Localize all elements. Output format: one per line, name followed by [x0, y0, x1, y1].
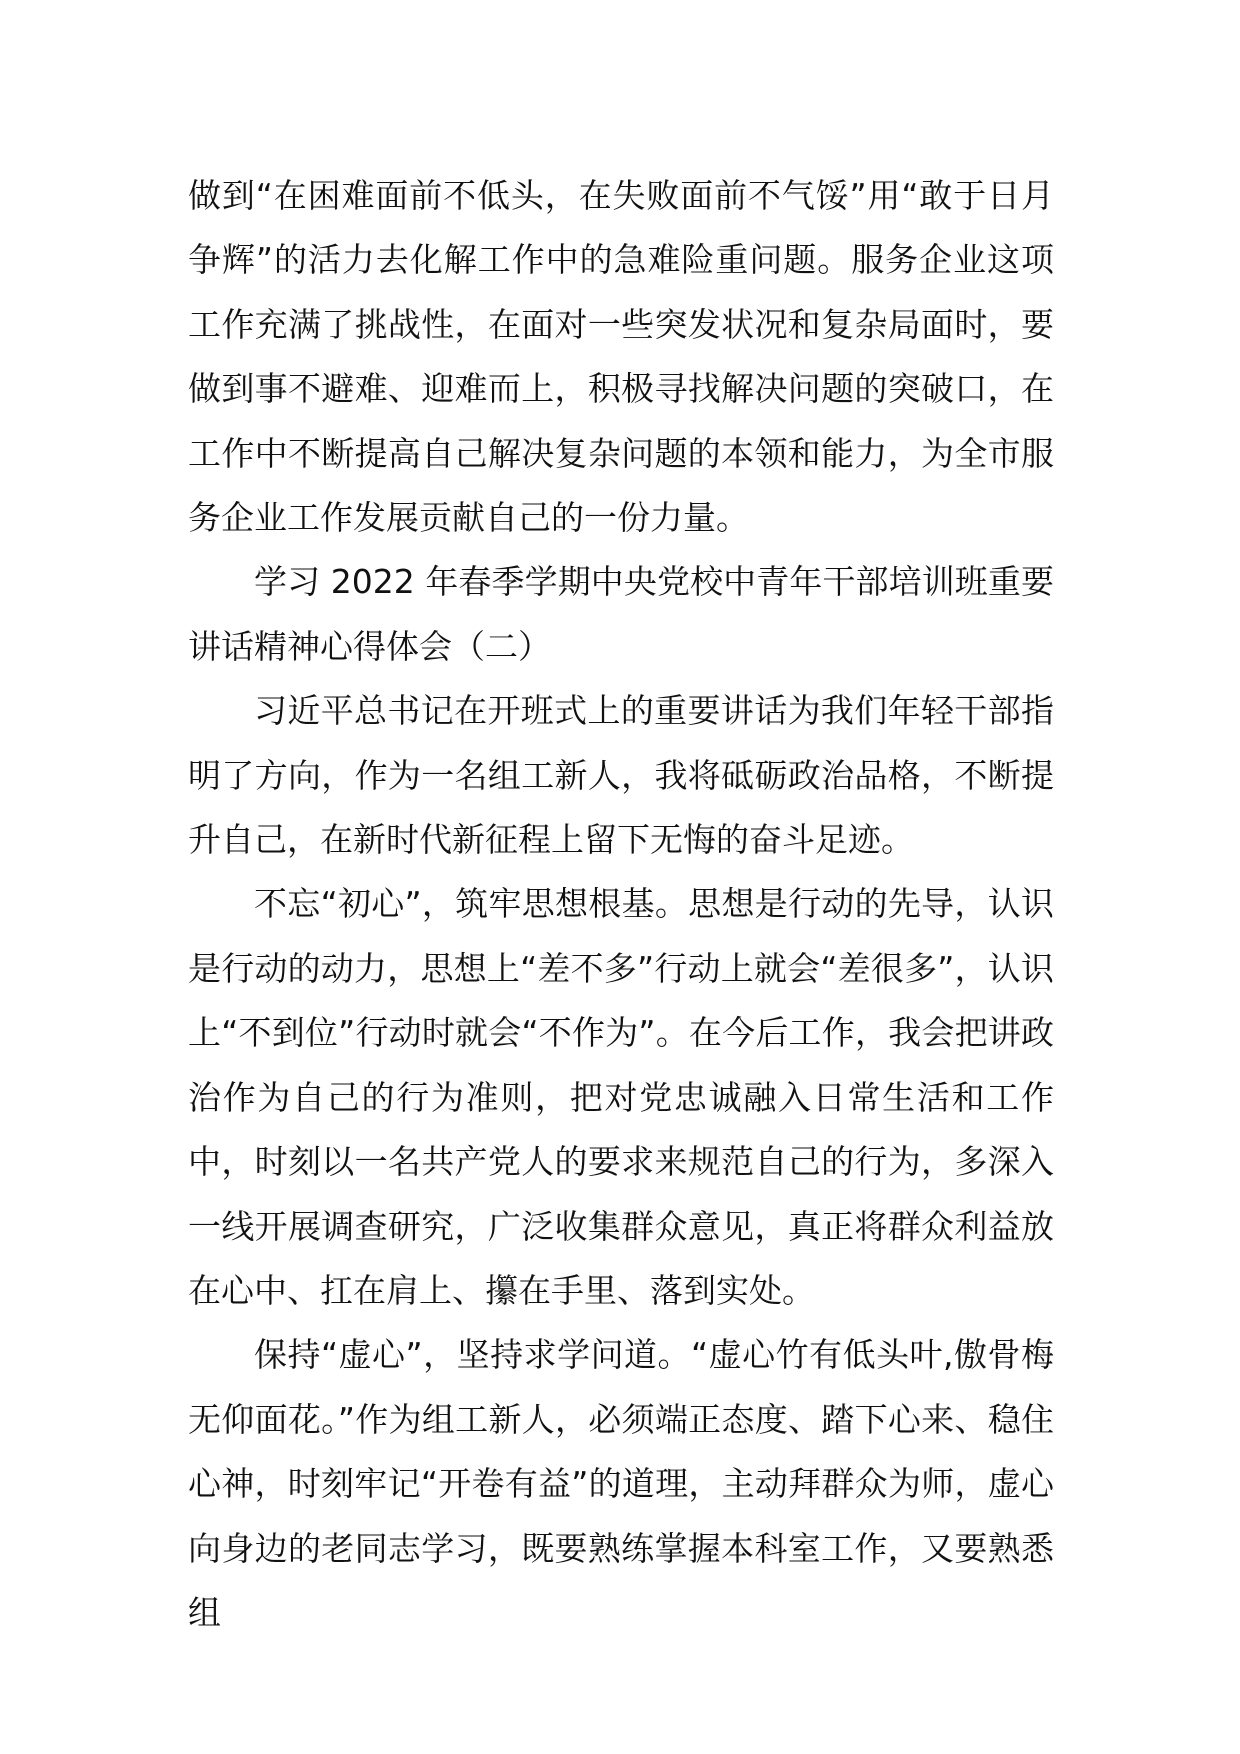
document-body [188, 164, 1054, 1645]
paragraph-intro: 习近平总书记在开班式上的重要讲话为我们年轻干部指明了方向，作为一名组工新人，我将砥砺政治品格，不断提升自己，在新时代新征程上留下无悔的奋斗足迹。 [188, 691, 1054, 860]
paragraph-humility: 保持“虚心”，坚持求学问道。“虚心竹有低头叶,傲骨梅无仰面花。”作为组工新人，必须端正态度、踏下心来、稳住心神，时刻牢记“开卷有益”的道理，主动拜群众为师，虚心向身边的老同志学习，既要熟练掌握本科室工作，又要熟悉组 [188, 1335, 1054, 1632]
section-heading: 学习 2022 年春季学期中央党校中青年干部培训班重要讲话精神心得体会（二） [188, 562, 1054, 666]
paragraph-original-intention: 不忘“初心”，筑牢思想根基。思想是行动的先导，认识是行动的动力，思想上“差不多”行动上就会“差很多”，认识上“不到位”行动时就会“不作为”。在今后工作，我会把讲政治作为自己的行为准则，把对党忠诚融入日常生活和工作中，时刻以一名共产党人的要求来规范自己的行为，多深入一线开展调查研究，广泛收集群众意见，真正将群众利益放在心中、扛在肩上、攥在手里、落到实处。 [188, 884, 1054, 1310]
paragraph-continuation: 做到“在困难面前不低头，在失败面前不气馁”用“敢于日月争辉”的活力去化解工作中的急难险重问题。服务企业这项工作充满了挑战性，在面对一些突发状况和复杂局面时，要做到事不避难、迎难而上，积极寻找解决问题的突破口，在工作中不断提高自己解决复杂问题的本领和能力，为全市服务企业工作发展贡献自己的一份力量。 [188, 176, 1054, 538]
